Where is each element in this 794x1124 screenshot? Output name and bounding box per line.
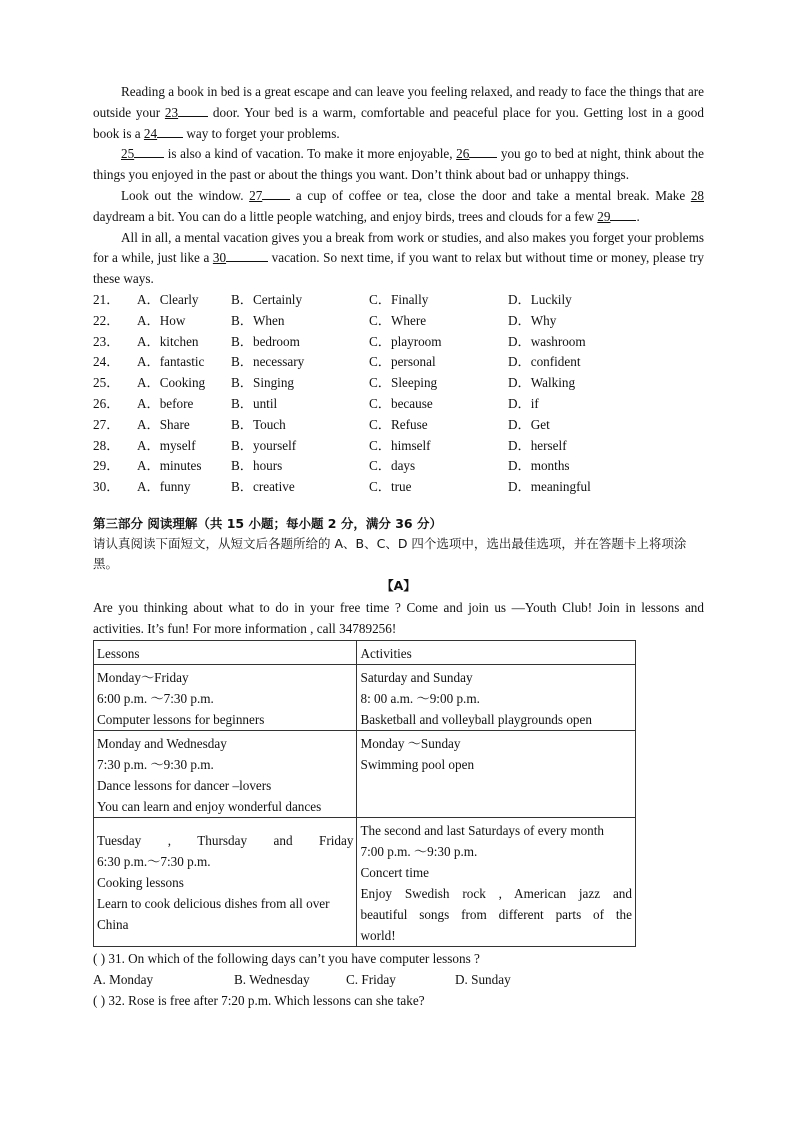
cell-line: Learn to cook delicious dishes from all over <box>97 895 330 911</box>
option-c[interactable]: C．personal <box>369 354 436 370</box>
option-a[interactable]: A．funny <box>137 479 191 495</box>
cell-line: Monday～Friday <box>97 669 189 685</box>
table-row <box>94 730 636 817</box>
passage-text: All in all, a mental vacation gives you a break from work or studies, and also makes you forget your problems for a while, just like a <box>93 229 704 266</box>
option-c[interactable]: C．because <box>369 395 433 411</box>
option-row-22 <box>93 311 704 332</box>
blank-24: 24 <box>144 126 183 141</box>
option-c[interactable]: C．days <box>369 458 416 474</box>
cell-line: Dance lessons for dancer –lovers <box>97 777 272 793</box>
passage-text: way to forget your problems. <box>183 125 340 141</box>
table-cell-lesson <box>94 664 357 730</box>
blank-26: 26 <box>456 146 497 161</box>
question-number: 28． <box>93 437 120 453</box>
option-b[interactable]: B．Touch <box>231 416 286 432</box>
cell-line: You can learn and enjoy wonderful dances <box>97 798 322 814</box>
option-c[interactable]: C．Finally <box>369 291 429 307</box>
option-b[interactable]: B．until <box>231 395 278 411</box>
option-b[interactable]: B．When <box>231 312 285 328</box>
option-row-23 <box>93 332 704 353</box>
option-b[interactable]: B．bedroom <box>231 333 300 349</box>
schedule-table <box>93 640 636 947</box>
question-number: 29． <box>93 458 120 474</box>
option-d[interactable]: D．confident <box>508 354 581 370</box>
table-row <box>94 817 636 946</box>
option-d[interactable]: D. Sunday <box>455 971 511 987</box>
option-a[interactable]: A．kitchen <box>137 333 199 349</box>
blank-30: 30 <box>213 250 268 265</box>
passage-text: vacation. So next time, if you want to relax but without time or money, please try these ways. <box>93 250 704 287</box>
option-c[interactable]: C．Refuse <box>369 416 428 432</box>
cell-line: 7:30 p.m. ～9:30 p.m. <box>97 756 214 772</box>
question-number: 21． <box>93 291 120 307</box>
cell-line: 8: 00 a.m. ～9:00 p.m. <box>360 690 480 706</box>
cell-line: Enjoy Swedish rock , American jazz and <box>360 885 632 901</box>
option-b[interactable]: B．creative <box>231 479 295 495</box>
table-header-row <box>94 640 636 664</box>
question-number: 30． <box>93 479 120 495</box>
option-d[interactable]: D．Luckily <box>508 291 572 307</box>
option-c[interactable]: C．true <box>369 479 412 495</box>
option-a[interactable]: A．minutes <box>137 458 202 474</box>
passage-text: door. Your bed is a warm, comfortable and peaceful place for you. Getting lost in a good book is a <box>93 104 704 141</box>
option-b[interactable]: B. Wednesday <box>234 971 310 987</box>
blank-29: 29 <box>597 209 636 224</box>
question-32-stem: ( ) 32. Rose is free after 7:20 p.m. Which lessons can she take? <box>93 992 425 1008</box>
blank-28: 28 <box>690 187 704 203</box>
cell-line: 6:30 p.m.～7:30 p.m. <box>97 853 211 869</box>
option-row-28 <box>93 436 704 457</box>
option-b[interactable]: B．yourself <box>231 437 297 453</box>
question-31-options <box>93 969 704 990</box>
table-cell-lesson <box>94 817 357 946</box>
question-31-stem: ( ) 31. On which of the following days can’t you have computer lessons ? <box>93 950 480 966</box>
question-number: 24． <box>93 354 120 370</box>
option-row-25 <box>93 373 704 394</box>
question-number: 27． <box>93 416 120 432</box>
passage-text: Look out the window. <box>121 187 250 203</box>
option-row-26 <box>93 394 704 415</box>
option-row-24 <box>93 352 704 373</box>
cell-line: The second and last Saturdays of every month <box>360 822 605 838</box>
cell-line: world! <box>360 927 396 943</box>
option-a[interactable]: A．Clearly <box>137 291 199 307</box>
cell-line: Concert time <box>360 864 429 880</box>
cloze-options <box>93 290 704 498</box>
table-header-lessons: Lessons <box>94 640 357 664</box>
table-header-activities: Activities <box>357 640 636 664</box>
option-c[interactable]: C．himself <box>369 437 431 453</box>
exam-page <box>93 82 704 1011</box>
cell-line: Monday ～Sunday <box>360 735 461 751</box>
table-cell-activity <box>357 730 636 817</box>
cell-line: Swimming pool open <box>360 756 475 772</box>
cell-line: Basketball and volleyball playgrounds open <box>360 711 592 727</box>
passage-paragraph-4 <box>93 228 704 290</box>
cell-line: beautiful songs from different parts of the <box>360 906 632 922</box>
option-a[interactable]: A．fantastic <box>137 354 205 370</box>
passage-intro: Are you thinking about what to do in your free time ? Come and join us —Youth Club! Join in lessons and activities. It’s fun! For more information , call 34789256! <box>93 599 704 636</box>
cell-line: Monday and Wednesday <box>97 735 227 751</box>
option-a[interactable]: A. Monday <box>93 971 154 987</box>
blank-27: 27 <box>249 188 290 203</box>
option-a[interactable]: A．Share <box>137 416 190 432</box>
option-a[interactable]: A．Cooking <box>137 375 206 391</box>
cell-line: Cooking lessons <box>97 874 184 890</box>
blank-25: 25 <box>121 146 164 161</box>
option-d[interactable]: D．meaningful <box>508 479 591 495</box>
question-number: 22． <box>93 312 120 328</box>
table-row <box>94 664 636 730</box>
question-number: 23． <box>93 333 120 349</box>
option-d[interactable]: D．Walking <box>508 375 576 391</box>
section-instruction: 请认真阅读下面短文，从短文后各题所给的 A、B、C、D 四个选项中，选出最佳选项，并在答题卡上将项涂黑。 <box>93 535 687 571</box>
cell-line: 6:00 p.m. ～7:30 p.m. <box>97 690 214 706</box>
passage-paragraph-1 <box>93 82 704 144</box>
cell-line: 7:00 p.m. ～9:30 p.m. <box>360 843 478 859</box>
option-d[interactable]: D．Get <box>508 416 550 432</box>
section-title: 第三部分 阅读理解（共 15 小题；每小题 2 分，满分 36 分） <box>93 515 442 531</box>
passage-paragraph-3 <box>93 186 704 228</box>
table-cell-activity <box>357 817 636 946</box>
option-row-27 <box>93 415 704 436</box>
passage-text: daydream a bit. You can do a little people watching, and enjoy birds, trees and clouds for a few <box>93 208 598 224</box>
option-a[interactable]: A．before <box>137 395 194 411</box>
option-row-21 <box>93 290 704 311</box>
passage-text: is also a kind of vacation. To make it more enjoyable, <box>164 146 457 162</box>
passage-text: a cup of coffee or tea, close the door and take a mental break. Make <box>290 187 691 203</box>
option-row-29 <box>93 456 704 477</box>
option-d[interactable]: D．Why <box>508 312 557 328</box>
option-c[interactable]: C．Where <box>369 312 427 328</box>
cell-line: Tuesday , Thursday and Friday <box>97 832 354 848</box>
option-row-30 <box>93 477 704 498</box>
passage-text: you go to bed at night, think about the things you enjoyed in the past or about the things you want. Don’t think about bad or unhappy things. <box>93 146 704 183</box>
passage-label: 【A】 <box>381 577 416 593</box>
cell-line: Saturday and Sunday <box>360 669 473 685</box>
option-b[interactable]: B．Singing <box>231 375 295 391</box>
option-d[interactable]: D．herself <box>508 437 567 453</box>
passage-paragraph-2 <box>93 144 704 186</box>
cell-line: China <box>97 916 129 932</box>
table-cell-lesson <box>94 730 357 817</box>
option-c[interactable]: C．Sleeping <box>369 375 438 391</box>
option-b[interactable]: B．Certainly <box>231 291 303 307</box>
table-cell-activity <box>357 664 636 730</box>
question-number: 25． <box>93 375 120 391</box>
option-d[interactable]: D．months <box>508 458 570 474</box>
blank-23: 23 <box>165 105 208 120</box>
passage-text: . <box>636 208 640 224</box>
option-c[interactable]: C. Friday <box>346 971 396 987</box>
cell-line: Computer lessons for beginners <box>97 711 265 727</box>
option-b[interactable]: B．necessary <box>231 354 305 370</box>
option-c[interactable]: C．playroom <box>369 333 442 349</box>
passage-text: Reading a book in bed is a great escape and can leave you feeling relaxed, and ready to face the things that are outside your <box>93 84 704 120</box>
option-a[interactable]: A．myself <box>137 437 196 453</box>
option-d[interactable]: D．if <box>508 395 539 411</box>
option-a[interactable]: A．How <box>137 312 186 328</box>
option-b[interactable]: B．hours <box>231 458 283 474</box>
option-d[interactable]: D．washroom <box>508 333 586 349</box>
question-number: 26． <box>93 395 120 411</box>
